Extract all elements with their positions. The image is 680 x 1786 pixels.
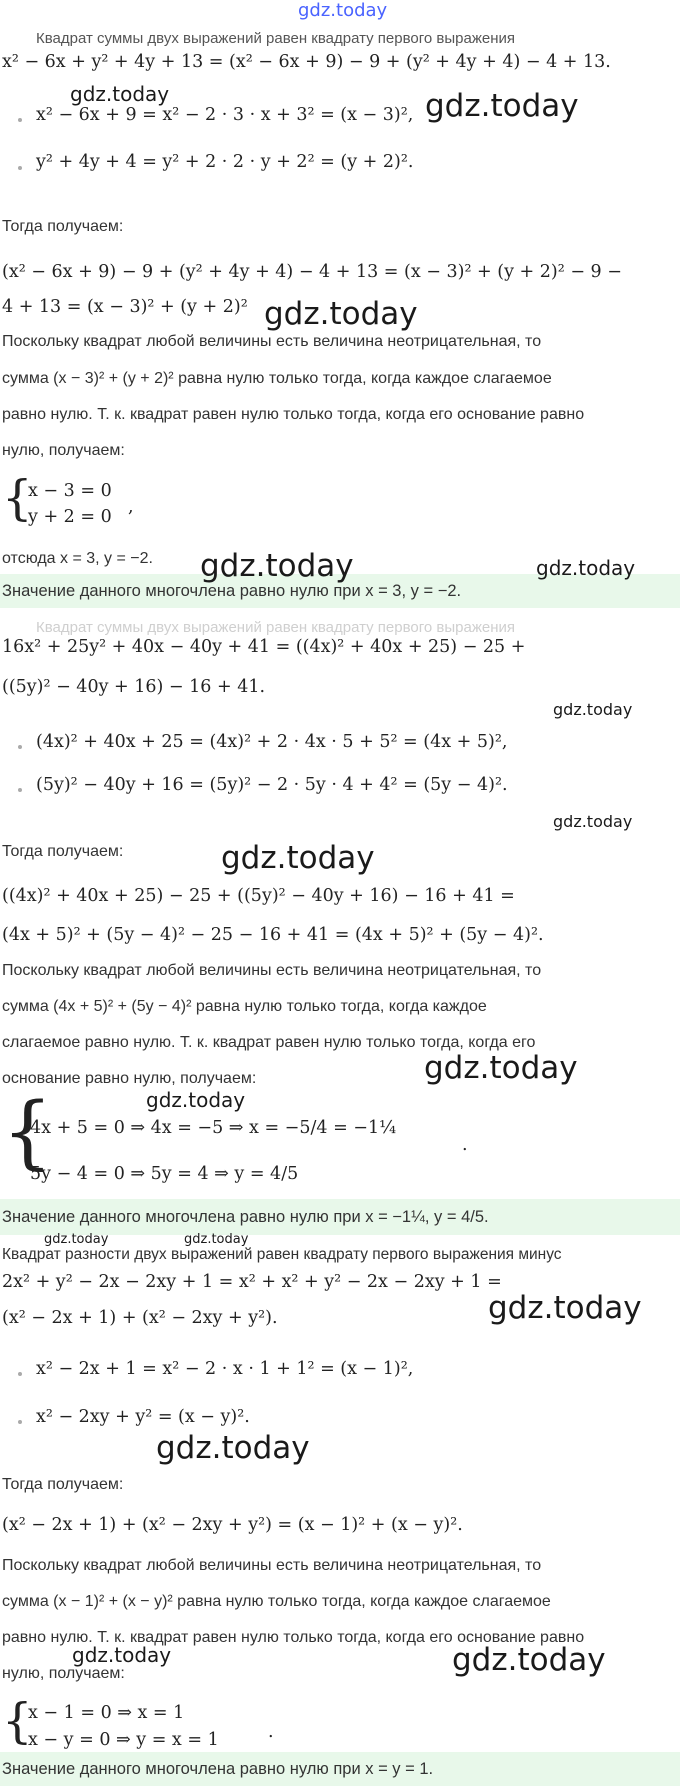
system-line: x − 3 = 0 — [28, 481, 112, 501]
watermark: gdz.today — [264, 296, 418, 332]
bullet-item: x² − 2xy + y² = (x − y)². — [36, 1407, 250, 1427]
equation: (4x + 5)² + (5y − 4)² − 25 − 16 + 41 = (4x + 5)² + (5y − 4)². — [2, 925, 544, 945]
system-line: 5y − 4 = 0 ⇒ 5y = 4 ⇒ y = 4/5 — [30, 1164, 299, 1184]
text-line: равно нулю. Т. к. квадрат равен нулю только тогда, когда его основание равно — [2, 406, 585, 423]
bullet-dot — [18, 745, 22, 749]
system-line: x − y = 0 ⇒ y = x = 1 — [28, 1730, 219, 1750]
bullet-dot — [18, 166, 22, 170]
answer-text: Значение данного многочлена равно нулю при x = 3, y = −2. — [2, 582, 462, 600]
text-line: Поскольку квадрат любой величины есть величина неотрицательная, то — [2, 333, 542, 350]
section-header: Квадрат разности двух выражений равен квадрату первого выражения минус — [2, 1246, 562, 1263]
text-line: нулю, получаем: — [2, 1665, 125, 1682]
bullet-item: (4x)² + 40x + 25 = (4x)² + 2 · 4x · 5 + 5² = (4x + 5)², — [36, 732, 508, 752]
system-brace: { — [2, 1085, 53, 1178]
system-line: y + 2 = 0 — [28, 507, 112, 527]
watermark: gdz.today — [72, 1643, 172, 1667]
system-brace: { — [2, 1693, 33, 1749]
system-end: , — [128, 497, 134, 517]
equation: 2x² + y² − 2x − 2xy + 1 = x² + x² + y² − 2x − 2xy + 1 = — [2, 1272, 502, 1292]
text-line: Тогда получаем: — [2, 218, 124, 235]
equation: (x² − 2x + 1) + (x² − 2xy + y²) = (x − 1)² + (x − y)². — [2, 1515, 463, 1535]
bullet-item: (5y)² − 40y + 16 = (5y)² − 2 · 5y · 4 + 4² = (5y − 4)². — [36, 775, 508, 795]
system-end: . — [268, 1722, 274, 1742]
text-line: Тогда получаем: — [2, 1476, 124, 1493]
watermark: gdz.today — [553, 812, 633, 831]
text-line: сумма (x − 3)² + (y + 2)² равна нулю только тогда, когда каждое слагаемое — [2, 370, 552, 387]
bullet-dot — [18, 1420, 22, 1424]
text-line: нулю, получаем: — [2, 442, 125, 459]
watermark: gdz.today — [452, 1642, 606, 1678]
bullet-item: x² − 2x + 1 = x² − 2 · x · 1 + 1² = (x − 1)², — [36, 1359, 414, 1379]
system-line: x − 1 = 0 ⇒ x = 1 — [28, 1703, 185, 1723]
equation: 16x² + 25y² + 40x − 40y + 41 = ((4x)² + 40x + 25) − 25 + — [2, 637, 526, 657]
text-line: слагаемое равно нулю. Т. к. квадрат равен нулю только тогда, когда его — [2, 1034, 536, 1051]
text-line: Поскольку квадрат любой величины есть величина неотрицательная, то — [2, 1557, 542, 1574]
system-end: . — [462, 1135, 468, 1155]
bullet-item: x² − 6x + 9 = x² − 2 · 3 · x + 3² = (x − 3)², — [36, 105, 414, 125]
equation: ((5y)² − 40y + 16) − 16 + 41. — [2, 677, 266, 697]
bullet-dot — [18, 1372, 22, 1376]
watermark: gdz.today — [184, 1232, 249, 1247]
text-line: сумма (4x + 5)² + (5y − 4)² равна нулю только тогда, когда каждое — [2, 998, 487, 1015]
watermark: gdz.today — [553, 700, 633, 719]
text-line: основание равно нулю, получаем: — [2, 1070, 257, 1087]
text-line: Поскольку квадрат любой величины есть величина неотрицательная, то — [2, 962, 542, 979]
system-line: 4x + 5 = 0 ⇒ 4x = −5 ⇒ x = −5/4 = −1¼ — [30, 1118, 397, 1138]
watermark: gdz.today — [156, 1430, 310, 1466]
watermark: gdz.today — [146, 1088, 246, 1112]
text-line: отсюда x = 3, y = −2. — [2, 550, 153, 567]
equation: (x² − 2x + 1) + (x² − 2xy + y²). — [2, 1308, 278, 1328]
watermark: gdz.today — [488, 1290, 642, 1326]
watermark: gdz.today — [44, 1232, 109, 1247]
watermark: gdz.today — [200, 548, 354, 584]
equation: x² − 6x + y² + 4y + 13 = (x² − 6x + 9) − 9 + (y² + 4y + 4) − 4 + 13. — [2, 52, 611, 72]
watermark: gdz.today — [536, 556, 636, 580]
watermark: gdz.today — [298, 0, 388, 21]
bullet-item: y² + 4y + 4 = y² + 2 · 2 · y + 2² = (y + 2)². — [36, 152, 414, 172]
bullet-dot — [18, 788, 22, 792]
answer-text: Значение данного многочлена равно нулю при x = y = 1. — [2, 1760, 434, 1778]
answer-text: Значение данного многочлена равно нулю при x = −1¼, y = 4/5. — [2, 1208, 489, 1226]
cut-header: Квадрат суммы двух выражений равен квадрату первого выражения — [36, 30, 516, 47]
text-line: равно нулю. Т. к. квадрат равен нулю только тогда, когда его основание равно — [2, 1629, 585, 1646]
text-line: сумма (x − 1)² + (x − y)² равна нулю только тогда, когда каждое слагаемое — [2, 1593, 551, 1610]
equation: 4 + 13 = (x − 3)² + (y + 2)² — [2, 297, 248, 317]
bullet-dot — [18, 118, 22, 122]
system-brace: { — [2, 470, 33, 526]
equation: ((4x)² + 40x + 25) − 25 + ((5y)² − 40y + 16) − 16 + 41 = — [2, 886, 515, 906]
watermark: gdz.today — [424, 1050, 578, 1086]
equation: (x² − 6x + 9) − 9 + (y² + 4y + 4) − 4 + 13 = (x − 3)² + (y + 2)² − 9 − — [2, 262, 622, 282]
watermark: gdz.today — [425, 88, 579, 124]
watermark: gdz.today — [221, 840, 375, 876]
cut-header: Квадрат суммы двух выражений равен квадрату первого выражения — [36, 619, 516, 636]
text-line: Тогда получаем: — [2, 843, 124, 860]
watermark: gdz.today — [70, 82, 170, 106]
